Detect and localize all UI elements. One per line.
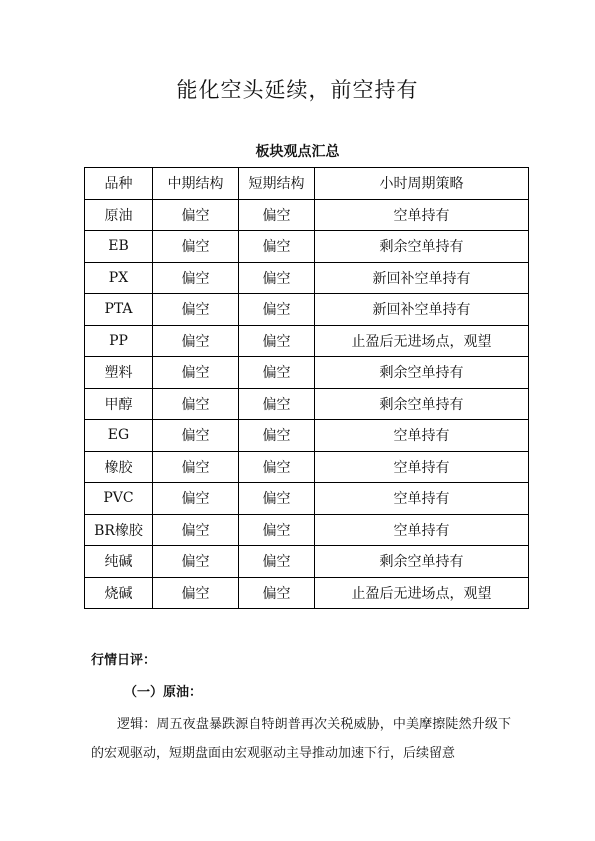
cell-strategy: 止盈后无进场点，观望 <box>315 577 529 609</box>
cell-mid-term: 偏空 <box>153 546 239 578</box>
cell-mid-term: 偏空 <box>153 357 239 389</box>
cell-short-term: 偏空 <box>239 514 315 546</box>
cell-short-term: 偏空 <box>239 357 315 389</box>
cell-variety: 纯碱 <box>85 546 153 578</box>
cell-mid-term: 偏空 <box>153 294 239 326</box>
section-heading: 行情日评： <box>91 653 157 668</box>
table-row <box>85 483 529 515</box>
cell-strategy: 空单持有 <box>315 420 529 452</box>
table-header-row <box>85 168 529 200</box>
cell-mid-term: 偏空 <box>153 262 239 294</box>
header-short-term: 短期结构 <box>239 168 315 200</box>
cell-strategy: 剩余空单持有 <box>315 388 529 420</box>
cell-variety: 塑料 <box>85 357 153 389</box>
table-row <box>85 262 529 294</box>
table-body <box>85 199 529 609</box>
cell-variety: 原油 <box>85 199 153 231</box>
cell-variety: PX <box>85 262 153 294</box>
table-row <box>85 514 529 546</box>
cell-variety: PVC <box>85 483 153 515</box>
header-variety: 品种 <box>85 168 153 200</box>
header-mid-term: 中期结构 <box>153 168 239 200</box>
cell-strategy: 空单持有 <box>315 483 529 515</box>
table-row <box>85 325 529 357</box>
cell-strategy: 空单持有 <box>315 199 529 231</box>
cell-mid-term: 偏空 <box>153 388 239 420</box>
cell-mid-term: 偏空 <box>153 325 239 357</box>
cell-variety: BR橡胶 <box>85 514 153 546</box>
cell-strategy: 空单持有 <box>315 451 529 483</box>
cell-variety: PP <box>85 325 153 357</box>
cell-mid-term: 偏空 <box>153 420 239 452</box>
cell-short-term: 偏空 <box>239 199 315 231</box>
cell-strategy: 止盈后无进场点，观望 <box>315 325 529 357</box>
document-title: 能化空头延续，前空持有 <box>176 78 419 102</box>
cell-short-term: 偏空 <box>239 325 315 357</box>
cell-variety: 烧碱 <box>85 577 153 609</box>
cell-strategy: 剩余空单持有 <box>315 357 529 389</box>
cell-strategy: 新回补空单持有 <box>315 294 529 326</box>
cell-short-term: 偏空 <box>239 420 315 452</box>
cell-variety: 甲醇 <box>85 388 153 420</box>
cell-short-term: 偏空 <box>239 294 315 326</box>
summary-table <box>84 167 529 609</box>
cell-short-term: 偏空 <box>239 262 315 294</box>
table-caption: 板块观点汇总 <box>255 144 340 160</box>
body-paragraph: 逻辑：周五夜盘暴跌源自特朗普再次关税威胁，中美摩擦陡然升级下的宏观驱动，短期盘面由宏观驱动主导推动加速下行，后续留意 <box>91 717 511 761</box>
cell-strategy: 剩余空单持有 <box>315 231 529 263</box>
table-row <box>85 420 529 452</box>
cell-mid-term: 偏空 <box>153 199 239 231</box>
cell-mid-term: 偏空 <box>153 514 239 546</box>
table-row <box>85 388 529 420</box>
table-row <box>85 357 529 389</box>
cell-mid-term: 偏空 <box>153 231 239 263</box>
cell-short-term: 偏空 <box>239 388 315 420</box>
cell-short-term: 偏空 <box>239 577 315 609</box>
cell-strategy: 空单持有 <box>315 514 529 546</box>
cell-mid-term: 偏空 <box>153 577 239 609</box>
cell-variety: PTA <box>85 294 153 326</box>
cell-strategy: 新回补空单持有 <box>315 262 529 294</box>
table-row <box>85 546 529 578</box>
cell-variety: 橡胶 <box>85 451 153 483</box>
table-row <box>85 199 529 231</box>
cell-variety: EG <box>85 420 153 452</box>
cell-mid-term: 偏空 <box>153 451 239 483</box>
table-row <box>85 577 529 609</box>
cell-short-term: 偏空 <box>239 451 315 483</box>
table-row <box>85 231 529 263</box>
table-row <box>85 451 529 483</box>
cell-short-term: 偏空 <box>239 483 315 515</box>
cell-strategy: 剩余空单持有 <box>315 546 529 578</box>
cell-short-term: 偏空 <box>239 231 315 263</box>
header-hourly-strategy: 小时周期策略 <box>315 168 529 200</box>
cell-variety: EB <box>85 231 153 263</box>
table-row <box>85 294 529 326</box>
sub-heading-crude-oil: （一）原油： <box>124 685 203 700</box>
cell-mid-term: 偏空 <box>153 483 239 515</box>
cell-short-term: 偏空 <box>239 546 315 578</box>
